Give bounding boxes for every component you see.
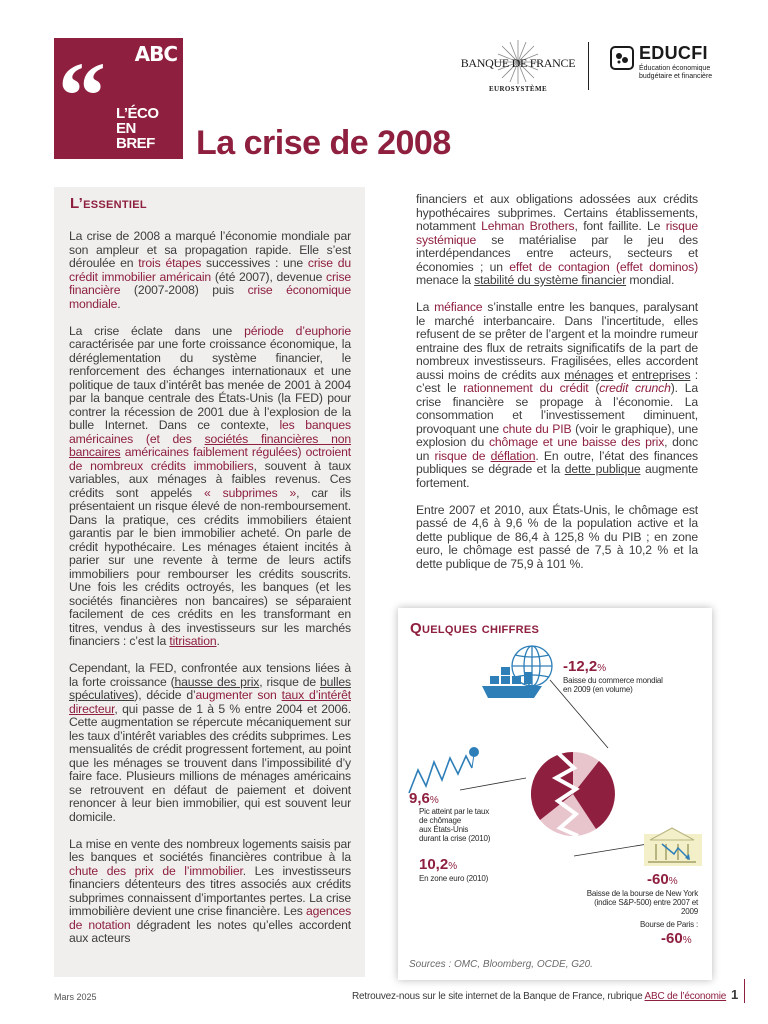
bourse-ny-caption: Baisse de la bourse de New York (indice S&P-500) entre 2007 et 2009 (586, 889, 698, 916)
link-menages[interactable]: ménages (564, 367, 614, 382)
chiffres-heading: Quelques chiffres (410, 620, 540, 637)
link-dette-publique[interactable]: dette publique (564, 462, 641, 476)
bdf-subtitle: EUROSYSTÈME (488, 85, 548, 93)
quote-mark-icon: “ (58, 42, 96, 149)
line-chart-icon (409, 747, 479, 793)
abc-logo-text: ABC (134, 42, 177, 66)
link-entreprises[interactable]: entreprises (631, 367, 691, 382)
eco-en-bref-badge (54, 38, 183, 159)
paragraph: La crise de 2008 a marqué l’économie mondiale par son ampleur et sa propagation rapide. Elle s’est déroulée en trois étapes successives : une crise du crédit immobilier américain (été 2007), devenue crise financière (2007-2008) puis crise économique mondiale. (69, 229, 352, 311)
pie-chart-icon (531, 752, 615, 836)
bdf-name: BANQUE DE FRANCE (460, 56, 576, 70)
paragraph: Cependant, la FED, confrontée aux tensions liées à la forte croissance (hausse des prix, risque de bulles spéculatives), décide d’augmenter son taux d’intérêt directeur, qui passe de 1 à 5 % entre 2004 et 2006. Cette augmentation se répercute mécaniquement sur les taux d’intérêt variables des crédits subprimes. Les mensualités de crédit progressent fortement, au point que les ménages se trouvent dans l’impossibilité d’y faire face. Plusieurs millions de ménages américains se retrouvent en défaut de paiement et doivent renoncer à leur bien immobilier, qui est souvent leur domicile. (69, 661, 351, 824)
banque-de-france-logo[interactable] (460, 40, 576, 100)
link-bulles-speculatives[interactable]: bulles spéculatives (69, 674, 351, 702)
page-number: 1 (731, 987, 739, 1002)
page-number-rule (744, 979, 745, 1003)
chomage-us-value: 9,6% (409, 790, 439, 807)
abc-economie-link[interactable]: ABC de l’économie (644, 991, 727, 1002)
essentiel-heading: L’essentiel (70, 195, 147, 212)
paragraph: La mise en vente des nombreux logements saisis par les banques et sociétés financières contribue à la chute des prix de l’immobilier. Les investisseurs financiers détenteurs des titres associés aux crédits subprimes connaissent d’importantes pertes. La crise immobilière devient une crise financière. Les agences de notation dégradent les notes qu’elles accordent aux acteurs (69, 836, 352, 945)
educfi-emblem-icon (610, 46, 634, 70)
commerce-value: -12,2% (563, 658, 607, 675)
right-column-text (416, 193, 698, 585)
commerce-caption: Baisse du commerce mondial en 2009 (en volume) (563, 676, 663, 694)
link-societes-financieres[interactable]: sociétés financières non bancaires (69, 431, 351, 459)
educfi-tagline: Éducation économique budgétaire et financière (639, 65, 713, 80)
chomage-euro-value: 10,2% (419, 856, 458, 873)
link-hausse-des-prix[interactable]: hausse des prix (174, 674, 260, 689)
paragraph: Entre 2007 et 2010, aux États-Unis, le chômage est passé de 4,6 à 9,6 % de la population active et la dette publique de 86,4 à 125,8 % du PIB ; en zone euro, le chômage est passé de 7,5 à 10,2 % et la dette publique de 75,9 à 101 %. (416, 502, 698, 571)
paragraph: La méfiance s’installe entre les banques, paralysant le marché interbancaire. Dans l’incertitude, elles refusent de se prêter de l’argent et la moindre rumeur entraine des flux de retraits significatifs de la part de nombreux investisseurs. Fragilisées, elles accordent aussi moins de crédits aux ménages et entreprises : c’est le rationnement du crédit (credit crunch). La crise financière se propage à l’économie. La consommation et l’investissement diminuent, provoquant une chute du PIB (voir le graphique), une explosion du chômage et une baisse des prix, donc un risque de déflation. En outre, l’état des finances publiques se dégrade et la dette publique augmente fortement. (416, 300, 699, 490)
page-title: La crise de 2008 (196, 124, 451, 162)
link-taux-directeur[interactable]: taux d’intérêt directeur (69, 688, 351, 716)
chomage-us-caption: Pic atteint par le taux de chômage aux États-Unis durant la crise (2010) (419, 807, 491, 843)
footer-date: Mars 2025 (54, 992, 97, 1002)
bank-building-icon (644, 828, 702, 866)
footer-text: Retrouvez-nous sur le site internet de la Banque de France, rubrique ABC de l’économie (352, 991, 727, 1002)
chomage-euro-caption: En zone euro (2010) (419, 874, 489, 883)
badge-label: L’ÉCO EN BREF (116, 105, 159, 152)
paragraph: La crise éclate dans une période d’euphorie caractérisée par une forte croissance économique, la déréglementation du système financier, le renforcement des échanges internationaux et une politique de taux d’intérêt bas menée de 2001 à 2004 par la banque centrale des États-Unis (la FED) pour contrer la récession de 2001 due à l’explosion de la bulle Internet. Dans ce contexte, les banques américaines (et des sociétés financières non bancaires américaines faiblement régulées) octroient de nombreux crédits immobiliers, souvent à taux variables, aux ménages à faibles revenus. Ces crédits sont appelés « subprimes », car ils présentaient un risque élevé de non-remboursement. Dans la pratique, ces crédits immobiliers étaient garantis par le bien immobilier acheté. On parle de crédit hypothécaire. Les ménages étaient incités à parier sur une revente à terme de leurs actifs immobiliers pour rembourser les crédits souscrits. Une fois les crédits octroyés, les banques (et les sociétés financières non bancaires) se séparaient facilement de ces crédits en les transformant en titres, vendus à des investisseurs sur les marchés financiers : c’est la titrisation. (69, 323, 352, 648)
bourse-paris-label: Bourse de Paris : (640, 920, 698, 929)
quelques-chiffres-panel (398, 608, 712, 980)
cargo-ship-icon (482, 667, 542, 698)
essentiel-text (69, 230, 351, 959)
bourse-paris-value: -60% (661, 930, 692, 947)
logo-divider (588, 42, 589, 90)
sources-note: Sources : OMC, Bloomberg, OCDE, G20. (409, 959, 593, 970)
educfi-logo[interactable] (610, 44, 720, 90)
link-stabilite-financiere[interactable]: stabilité du système financier (474, 273, 627, 287)
educfi-name: EDUCFI (639, 43, 708, 63)
bourse-ny-value: -60% (647, 871, 678, 888)
link-deflation[interactable]: déflation (490, 448, 536, 463)
link-titrisation[interactable]: titrisation (169, 634, 217, 648)
paragraph: financiers et aux obligations adossées aux crédits hypothécaires subprimes. Certains établissements, notamment Lehman Brothers, font faillite. Le risque systémique se matérialise par le jeu des interdépendances entre acteurs, secteurs et économies ; un effet de contagion (effet dominos) menace la stabilité du système financier mondial. (416, 192, 698, 287)
